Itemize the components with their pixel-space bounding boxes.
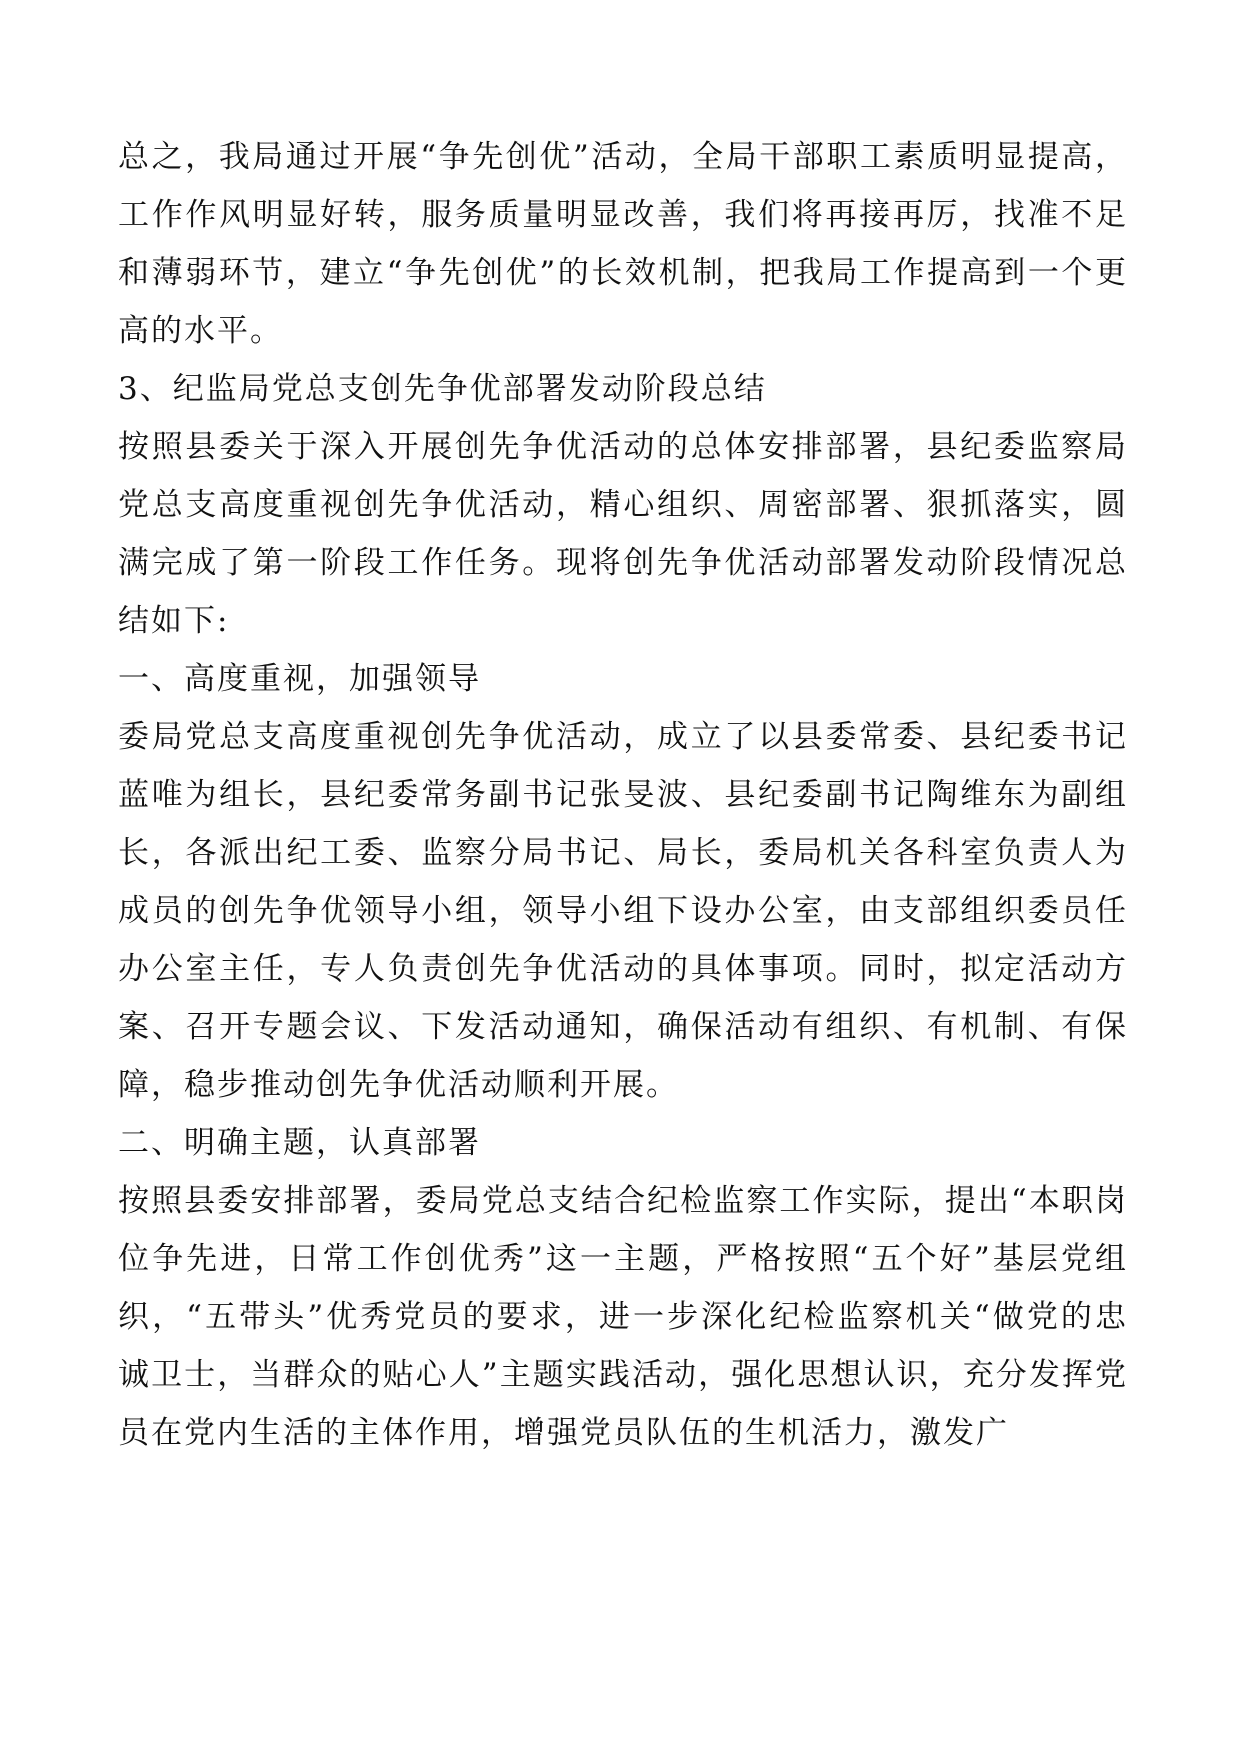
section-title-3: 3、纪监局党总支创先争优部署发动阶段总结	[118, 371, 767, 407]
paragraph-part-one: 委局党总支高度重视创先争优活动，成立了以县委常委、县纪委书记蓝唯为组长，县纪委常务副书记张旻波、县纪委副书记陶维东为副组长，各派出纪工委、监察分局书记、局长，委局机关各科室负责人为成员的创先争优领导小组，领导小组下设办公室，由支部组织委员任办公室主任，专人负责创先争优活动的具体事项。同时，拟定活动方案、召开专题会议、下发活动通知，确保活动有组织、有机制、有保障，稳步推动创先争优活动顺利开展。	[118, 719, 1128, 1103]
paragraph-part-two: 按照县委安排部署，委局党总支结合纪检监察工作实际，提出“本职岗位争先进，日常工作创优秀”这一主题，严格按照“五个好”基层党组织，“五带头”优秀党员的要求，进一步深化纪检监察机关“做党的忠诚卫士，当群众的贴心人”主题实践活动，强化思想认识，充分发挥党员在党内生活的主体作用，增强党员队伍的生机活力，激发广	[118, 1183, 1128, 1451]
paragraph-intro: 按照县委关于深入开展创先争优活动的总体安排部署，县纪委监察局党总支高度重视创先争优活动，精心组织、周密部署、狠抓落实，圆满完成了第一阶段工作任务。现将创先争优活动部署发动阶段情况总结如下:	[118, 429, 1128, 639]
document-body	[118, 128, 1128, 1462]
heading-part-two: 二、明确主题，认真部署	[118, 1125, 481, 1161]
paragraph-summary: 总之，我局通过开展“争先创优”活动，全局干部职工素质明显提高，工作作风明显好转，服务质量明显改善，我们将再接再厉，找准不足和薄弱环节，建立“争先创优”的长效机制，把我局工作提高到一个更高的水平。	[118, 139, 1128, 349]
heading-part-one: 一、高度重视，加强领导	[118, 661, 481, 697]
